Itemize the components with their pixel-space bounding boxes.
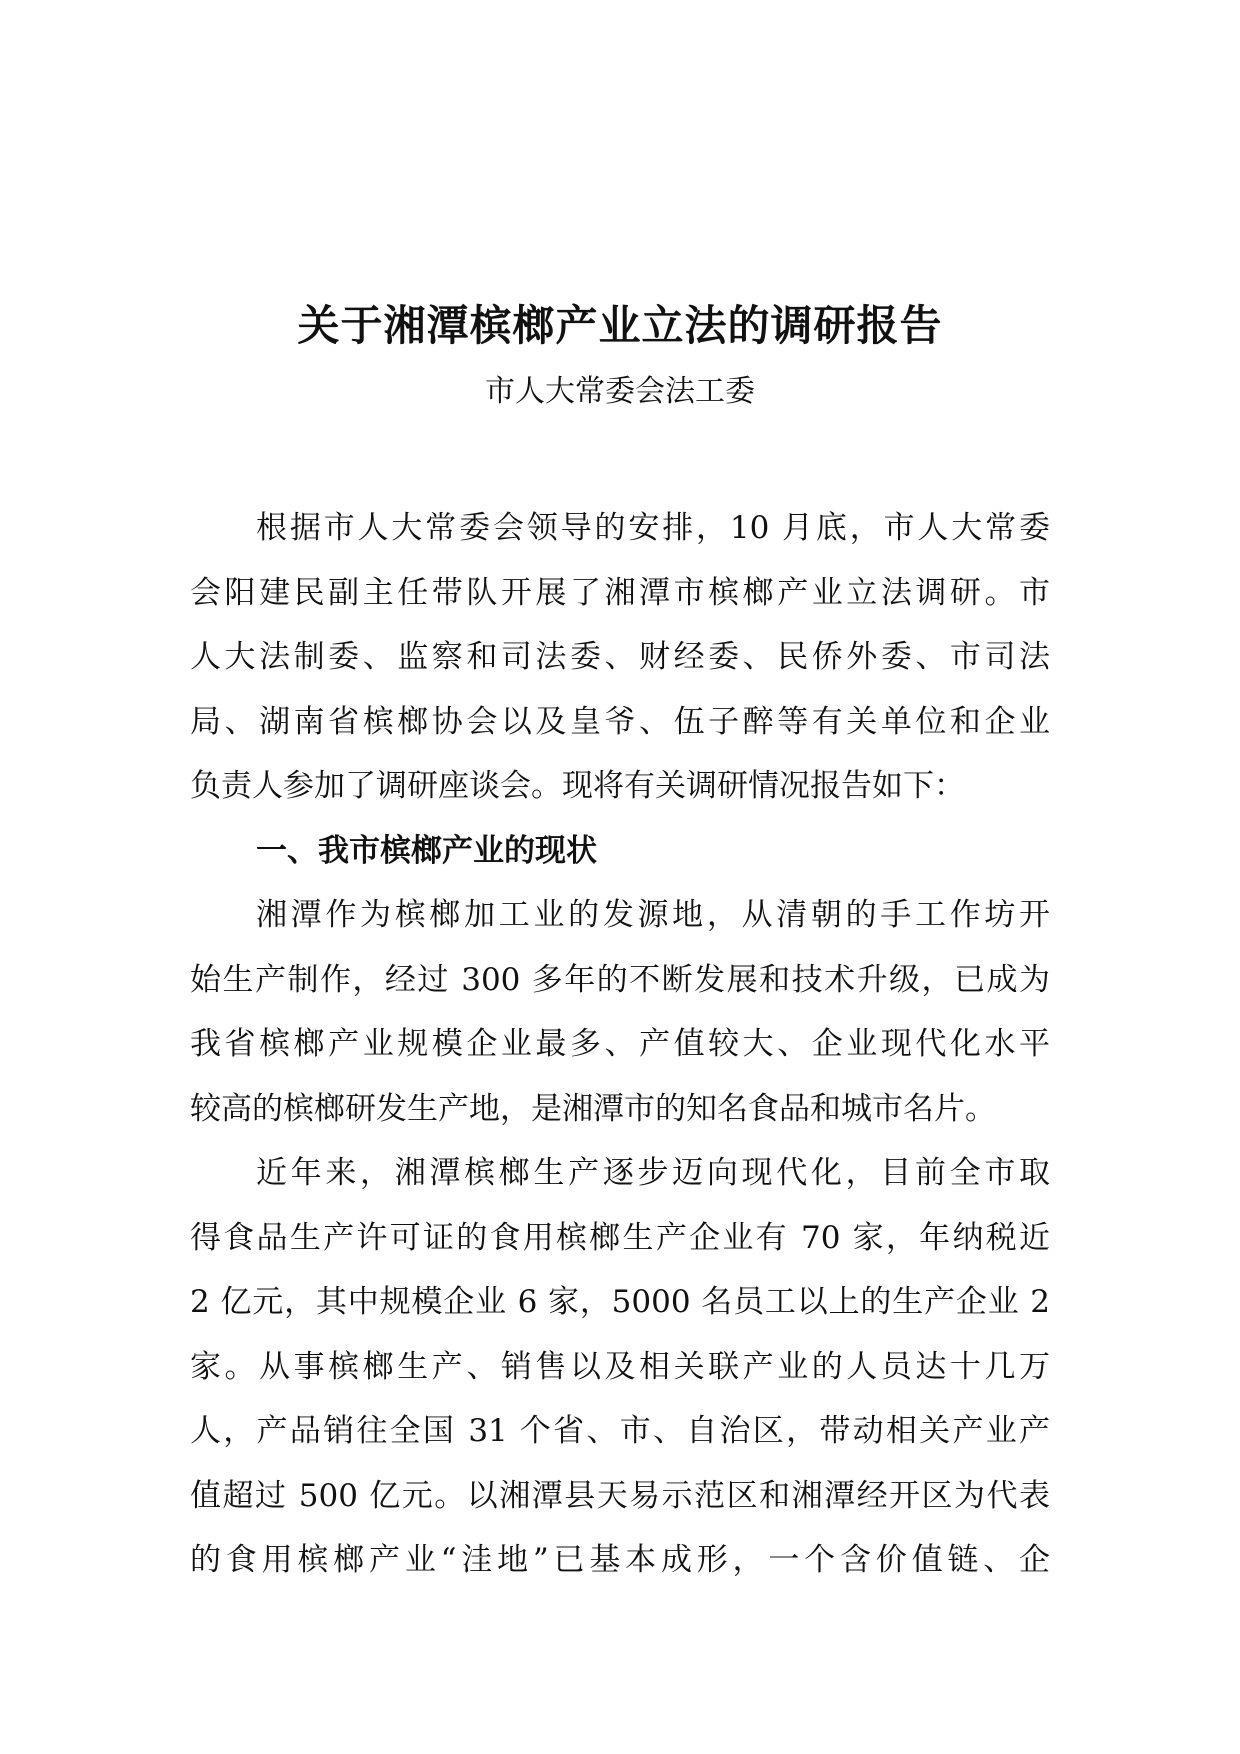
- text-line: 得食品生产许可证的食用槟榔生产企业有 70 家，年纳税近: [190, 1219, 1050, 1256]
- text-line: 值超过 500 亿元。以湘潭县天易示范区和湘潭经开区为代表: [190, 1477, 1050, 1514]
- text-line: 根据市人大常委会领导的安排，10 月底，市人大常委: [256, 510, 1050, 546]
- text-line: 湘潭作为槟榔加工业的发源地，从清朝的手工作坊开: [256, 897, 1050, 933]
- paragraph-recent: [190, 1141, 1050, 1593]
- text-line: 2 亿元，其中规模企业 6 家，5000 名员工以上的生产企业 2: [190, 1284, 1050, 1320]
- document-author: 市人大常委会法工委: [485, 374, 755, 409]
- paragraph-intro: [190, 496, 1050, 819]
- text-line: 负责人参加了调研座谈会。现将有关调研情况报告如下：: [190, 768, 965, 804]
- text-line: 始生产制作，经过 300 多年的不断发展和技术升级，已成为: [190, 961, 1050, 998]
- document-body: [190, 496, 1050, 1593]
- text-line: 较高的槟榔研发生产地，是湘潭市的知名食品和城市名片。: [190, 1090, 996, 1127]
- paragraph-origin: [190, 883, 1050, 1141]
- text-line: 我省槟榔产业规模企业最多、产值较大、企业现代化水平: [190, 1026, 1050, 1062]
- text-line: 会阳建民副主任带队开展了湘潭市槟榔产业立法调研。市: [190, 574, 1050, 611]
- section-heading-text: 一、我市槟榔产业的现状: [256, 832, 597, 869]
- text-line: 的食用槟榔产业“洼地”已基本成形，一个含价值链、企: [190, 1542, 1050, 1578]
- text-line: 人，产品销往全国 31 个省、市、自治区，带动相关产业产: [190, 1413, 1050, 1449]
- document-title: 关于湘潭槟榔产业立法的调研报告: [297, 301, 943, 350]
- text-line: 局、湖南省槟榔协会以及皇爷、伍子醉等有关单位和企业: [190, 703, 1050, 740]
- text-line: 近年来，湘潭槟榔生产逐步迈向现代化，目前全市取: [256, 1155, 1050, 1191]
- text-line: 人大法制委、监察和司法委、财经委、民侨外委、市司法: [190, 639, 1050, 675]
- text-line: 家。从事槟榔生产、销售以及相关联产业的人员达十几万: [190, 1348, 1050, 1385]
- section-heading: [190, 819, 1050, 884]
